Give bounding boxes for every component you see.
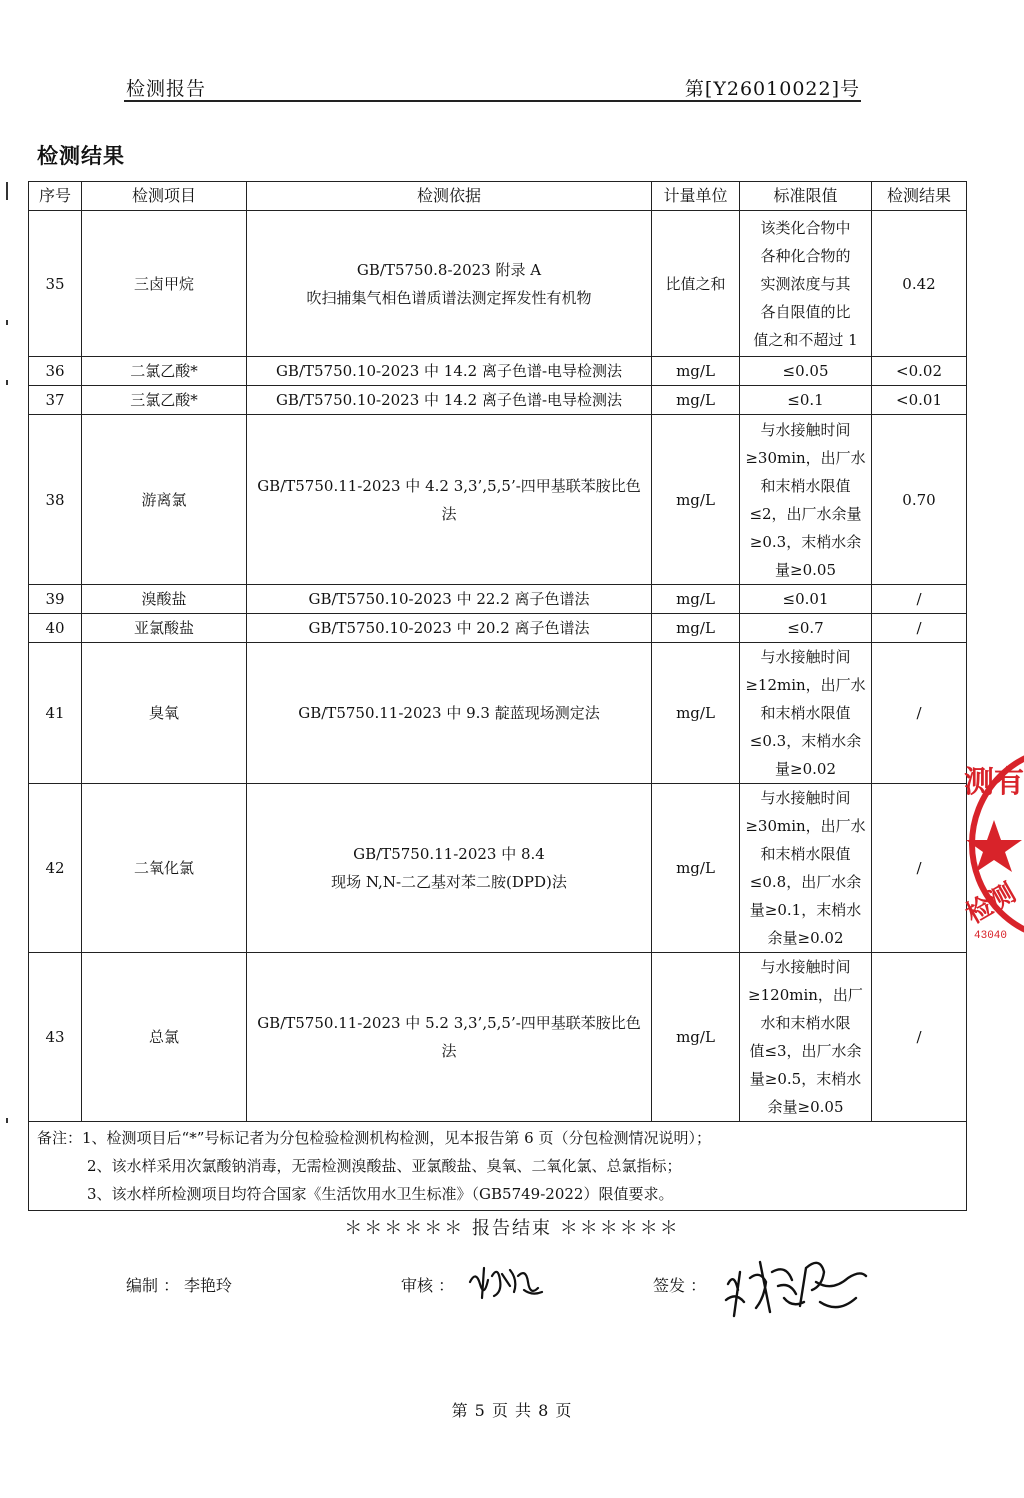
test-item: 二氯乙酸*	[82, 357, 247, 386]
test-item: 三氯乙酸*	[82, 386, 247, 415]
column-header: 序号	[29, 182, 82, 211]
table-row	[29, 585, 967, 614]
test-basis-line: 吹扫捕集气相色谱质谱法测定挥发性有机物	[306, 288, 592, 307]
section-title: 检测结果	[37, 143, 125, 168]
standard-limit	[740, 357, 872, 386]
standard-limit-line: ≤0.01	[782, 590, 829, 608]
test-basis-line: GB/T5750.10-2023 中 20.2 离子色谱法	[308, 619, 590, 637]
compiler-name: 李艳玲	[184, 1276, 233, 1295]
table-row	[29, 386, 967, 415]
header-rule	[124, 100, 861, 102]
test-basis	[247, 953, 652, 1122]
test-basis-line: GB/T5750.10-2023 中 22.2 离子色谱法	[308, 590, 590, 608]
margin-mark	[6, 320, 8, 325]
test-basis-line: GB/T5750.8-2023 附录 A	[356, 260, 542, 279]
test-result: 0.70	[872, 415, 967, 585]
standard-limit-line: 和末梢水限值	[760, 845, 851, 863]
test-result: /	[872, 614, 967, 643]
standard-limit-line: ≥30min，出厂水	[745, 817, 866, 835]
standard-limit	[740, 614, 872, 643]
test-item: 亚氯酸盐	[82, 614, 247, 643]
note-line: 备注：1、检测项目后“*”号标记者为分包检验检测机构检测，见本报告第 6 页（分包检测情况说明）；	[37, 1129, 711, 1147]
test-basis	[247, 614, 652, 643]
margin-mark	[6, 1118, 8, 1123]
standard-limit	[740, 953, 872, 1122]
test-result: <0.02	[872, 357, 967, 386]
standard-limit-line: ≤0.7	[787, 619, 824, 637]
unit: mg/L	[652, 953, 740, 1122]
standard-limit-line: ≤0.1	[787, 391, 824, 409]
test-item: 游离氯	[82, 415, 247, 585]
standard-limit-line: ≥30min，出厂水	[745, 448, 866, 467]
table-row	[29, 784, 967, 953]
test-item: 溴酸盐	[82, 585, 247, 614]
margin-mark	[6, 380, 8, 385]
standard-limit-line: 该类化合物中	[760, 218, 851, 237]
report-number: 第[Y26010022]号	[684, 78, 860, 100]
row-number: 37	[29, 386, 82, 415]
standard-limit-line: 与水接触时间	[760, 420, 851, 439]
column-header: 检测项目	[82, 182, 247, 211]
test-basis	[247, 784, 652, 953]
standard-limit-line: ≥0.3，末梢水余	[749, 532, 862, 551]
test-basis-line: GB/T5750.10-2023 中 14.2 离子色谱-电导检测法	[275, 391, 623, 409]
unit: mg/L	[652, 614, 740, 643]
note-line: 3、该水样所检测项目均符合国家《生活饮用水卫生标准》（GB5749-2022）限值要求。	[87, 1185, 674, 1203]
margin-mark	[6, 182, 8, 200]
standard-limit-line: 量≥0.5，末梢水	[749, 1070, 862, 1088]
table-row	[29, 357, 967, 386]
standard-limit	[740, 784, 872, 953]
row-number: 36	[29, 357, 82, 386]
test-result: /	[872, 953, 967, 1122]
test-result: /	[872, 643, 967, 784]
test-item: 臭氧	[82, 643, 247, 784]
test-basis	[247, 415, 652, 585]
table-row	[29, 614, 967, 643]
table-row	[29, 643, 967, 784]
row-number: 40	[29, 614, 82, 643]
test-basis-line: 现场 N,N-二乙基对苯二胺(DPD)法	[331, 873, 567, 891]
column-header: 检测结果	[872, 182, 967, 211]
test-basis	[247, 386, 652, 415]
test-basis	[247, 643, 652, 784]
standard-limit-line: ≥120min，出厂	[748, 986, 863, 1004]
standard-limit	[740, 386, 872, 415]
standard-limit	[740, 643, 872, 784]
row-number: 43	[29, 953, 82, 1122]
standard-limit-line: 量≥0.02	[775, 760, 836, 778]
standard-limit-line: 和末梢水限值	[760, 476, 851, 495]
compiler-label: 编制 ：	[126, 1276, 180, 1295]
test-result: <0.01	[872, 386, 967, 415]
table-row	[29, 211, 967, 357]
unit: mg/L	[652, 643, 740, 784]
standard-limit-line: 和末梢水限值	[760, 704, 851, 722]
test-basis	[247, 585, 652, 614]
test-item: 总氯	[82, 953, 247, 1122]
test-result: /	[872, 585, 967, 614]
stamp-text-bottom: 检测	[960, 878, 1021, 930]
test-result: 0.42	[872, 211, 967, 357]
test-basis-line: GB/T5750.11-2023 中 9.3 靛蓝现场测定法	[298, 704, 600, 722]
column-header: 标准限值	[740, 182, 872, 211]
test-basis	[247, 211, 652, 357]
standard-limit-line: 值之和不超过 1	[753, 330, 858, 349]
table-body	[29, 211, 967, 1122]
report-header-title: 检测报告	[126, 78, 207, 100]
standard-limit	[740, 585, 872, 614]
standard-limit-line: ≤0.3，末梢水余	[749, 732, 862, 750]
unit: mg/L	[652, 357, 740, 386]
test-basis-line: GB/T5750.11-2023 中 8.4	[353, 845, 545, 863]
issuer-signature	[720, 1242, 870, 1322]
test-basis-line: GB/T5750.11-2023 中 4.2 3,3’,5,5’-四甲基联苯胺比色法	[257, 476, 641, 523]
notes-cell	[29, 1122, 967, 1211]
test-result: /	[872, 784, 967, 953]
standard-limit-line: 与水接触时间	[760, 958, 851, 976]
unit: mg/L	[652, 585, 740, 614]
standard-limit-line: ≤0.8，出厂水余	[749, 873, 862, 891]
standard-limit-line: ≤0.05	[782, 362, 829, 380]
standard-limit-line: 水和末梢水限	[760, 1014, 851, 1032]
standard-limit-line: 余量≥0.05	[767, 1098, 844, 1116]
test-basis	[247, 357, 652, 386]
reviewer-label: 审核 ：	[401, 1276, 455, 1295]
column-header: 计量单位	[652, 182, 740, 211]
standard-limit	[740, 211, 872, 357]
unit: mg/L	[652, 386, 740, 415]
standard-limit-line: 各种化合物的	[760, 246, 851, 265]
table-row	[29, 953, 967, 1122]
unit: 比值之和	[652, 211, 740, 357]
table-row	[29, 415, 967, 585]
standard-limit-line: 各自限值的比	[760, 302, 851, 321]
reviewer-signature	[466, 1262, 546, 1304]
standard-limit-line: 与水接触时间	[760, 648, 851, 666]
standard-limit-line: ≤2，出厂水余量	[749, 504, 862, 523]
stamp-text-top: 测有	[964, 766, 1024, 799]
standard-limit-line: 量≥0.1，末梢水	[749, 901, 862, 919]
unit: mg/L	[652, 415, 740, 585]
test-basis-line: GB/T5750.10-2023 中 14.2 离子色谱-电导检测法	[275, 362, 623, 380]
column-header: 检测依据	[247, 182, 652, 211]
test-item: 三卤甲烷	[82, 211, 247, 357]
standard-limit-line: 量≥0.05	[775, 560, 836, 579]
standard-limit-line: 余量≥0.02	[767, 929, 844, 947]
test-basis-line: GB/T5750.11-2023 中 5.2 3,3’,5,5’-四甲基联苯胺比色法	[257, 1014, 641, 1060]
unit: mg/L	[652, 784, 740, 953]
test-item: 二氧化氯	[82, 784, 247, 953]
row-number: 35	[29, 211, 82, 357]
standard-limit-line: 与水接触时间	[760, 789, 851, 807]
row-number: 39	[29, 585, 82, 614]
note-line: 2、该水样采用次氯酸钠消毒，无需检测溴酸盐、亚氯酸盐、臭氧、二氧化氯、总氯指标；	[87, 1157, 682, 1175]
table-header-row	[29, 182, 967, 211]
report-end-marker: ＊＊＊＊＊＊ 报告结束 ＊＊＊＊＊＊	[344, 1218, 680, 1239]
standard-limit	[740, 415, 872, 585]
row-number: 41	[29, 643, 82, 784]
standard-limit-line: 值≤3，出厂水余	[749, 1042, 862, 1060]
page-number: 第 5 页 共 8 页	[451, 1401, 573, 1420]
row-number: 38	[29, 415, 82, 585]
stamp-code: 43040	[974, 930, 1008, 942]
results-table	[28, 181, 967, 1211]
standard-limit-line: 实测浓度与其	[760, 274, 851, 293]
standard-limit-line: ≥12min，出厂水	[745, 676, 866, 694]
notes-row	[29, 1122, 967, 1211]
row-number: 42	[29, 784, 82, 953]
official-stamp	[958, 742, 1024, 947]
issuer-label: 签发 ：	[653, 1276, 707, 1295]
